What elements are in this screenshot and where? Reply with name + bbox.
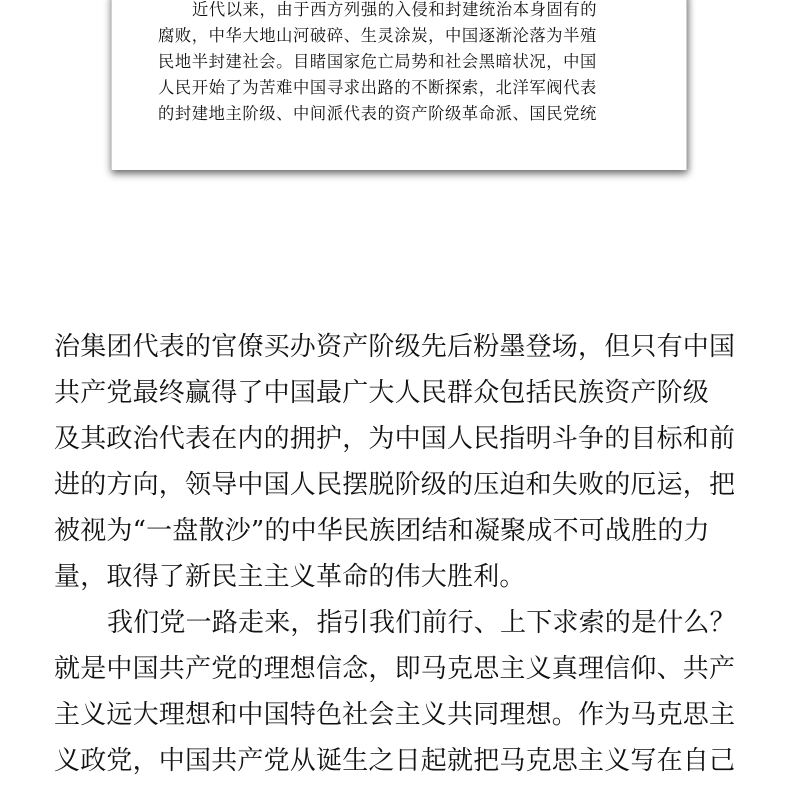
- body-line: 共产党最终赢得了中国最广大人民群众包括民族资产阶级: [54, 378, 710, 408]
- body-line: 被视为“一盘散沙”的中华民族团结和凝聚成不可战胜的力: [54, 516, 710, 546]
- body-line: 我们党一路走来，指引我们前行、上下求索的是什么？: [107, 608, 736, 638]
- body-line: 义政党，中国共产党从诞生之日起就把马克思主义写在自己: [54, 746, 736, 776]
- body-line: 治集团代表的官僚买办资产阶级先后粉墨登场，但只有中国: [54, 332, 736, 362]
- body-paragraphs: [54, 324, 754, 784]
- card-paragraph: [158, 0, 662, 127]
- body-line: 及其政治代表在内的拥护，为中国人民指明斗争的目标和前: [54, 424, 736, 454]
- body-line: 量，取得了新民主主义革命的伟大胜利。: [54, 562, 526, 592]
- body-line: 主义远大理想和中国特色社会主义共同理想。作为马克思主: [54, 700, 736, 730]
- card-line: 近代以来，由于西方列强的入侵和封建统治本身固有的: [192, 0, 598, 19]
- card-line: 人民开始了为苦难中国寻求出路的不断探索，北洋军阀代表: [158, 78, 597, 97]
- body-line: 进的方向，领导中国人民摆脱阶级的压迫和失败的厄运，把: [54, 470, 736, 500]
- card-line: 民地半封建社会。目睹国家危亡局势和社会黑暗状况，中国: [158, 52, 597, 71]
- card-line: 的封建地主阶级、中间派代表的资产阶级革命派、国民党统: [158, 104, 597, 123]
- quoted-page-card: [111, 0, 687, 170]
- body-line: 就是中国共产党的理想信念，即马克思主义真理信仰、共产: [54, 654, 736, 684]
- card-line: 腐败，中华大地山河破碎、生灵涂炭，中国逐渐沦落为半殖: [158, 26, 597, 45]
